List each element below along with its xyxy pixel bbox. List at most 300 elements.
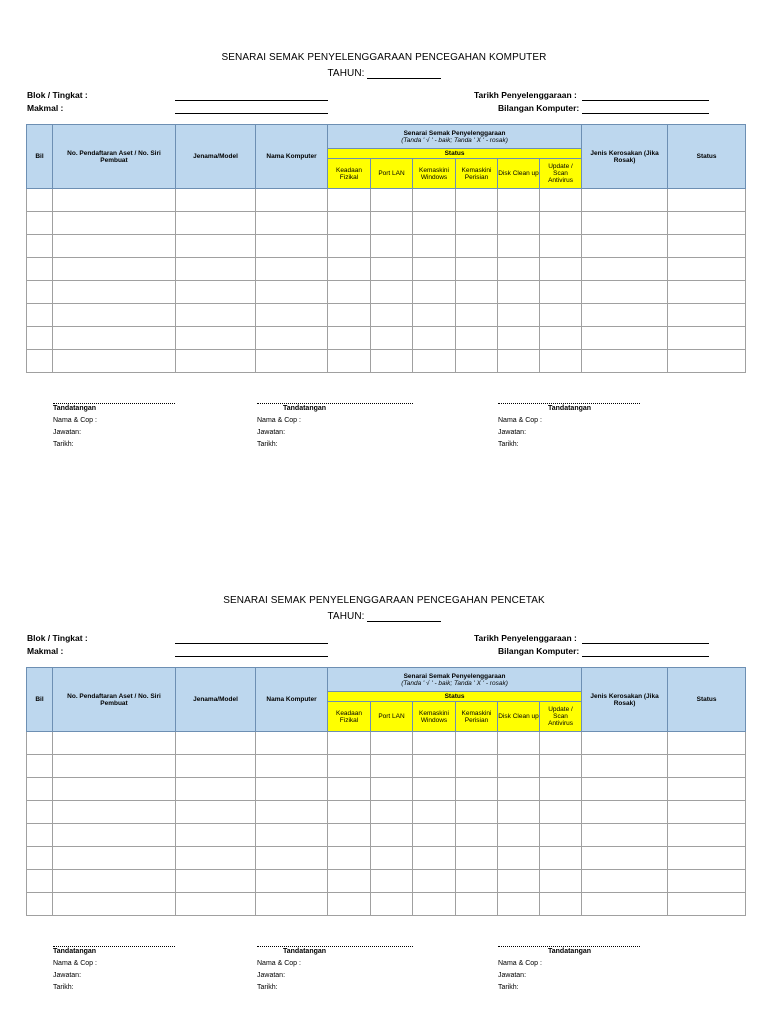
table-cell[interactable] <box>413 870 456 893</box>
table-cell[interactable] <box>668 281 746 304</box>
table-cell[interactable] <box>413 281 456 304</box>
table-cell[interactable] <box>540 755 582 778</box>
table-body <box>27 732 746 916</box>
table-cell[interactable] <box>176 824 256 847</box>
tahun-label: TAHUN: <box>327 68 365 79</box>
table-cell[interactable] <box>582 893 668 916</box>
table-cell[interactable] <box>582 350 668 373</box>
table-cell[interactable] <box>582 258 668 281</box>
table-cell[interactable] <box>53 235 176 258</box>
col-no-pendaftaran: No. Pendaftaran Aset / No. Siri Pembuat <box>53 668 176 732</box>
signature-line[interactable] <box>53 403 175 404</box>
table-cell[interactable] <box>456 258 498 281</box>
table-cell[interactable] <box>256 801 328 824</box>
table-cell[interactable] <box>371 189 413 212</box>
col-kemaskini-windows: Kemaskini Windows <box>413 702 456 732</box>
table-cell[interactable] <box>498 189 540 212</box>
table-cell[interactable] <box>456 824 498 847</box>
table-cell[interactable] <box>498 824 540 847</box>
bilangan-field[interactable] <box>582 113 709 114</box>
table-row <box>27 870 746 893</box>
table-cell[interactable] <box>540 778 582 801</box>
table-row <box>27 847 746 870</box>
table-cell[interactable] <box>27 304 53 327</box>
makmal-label: Makmal : <box>27 646 64 656</box>
table-cell[interactable] <box>668 778 746 801</box>
table-cell[interactable] <box>540 350 582 373</box>
table-cell[interactable] <box>540 870 582 893</box>
table-cell[interactable] <box>498 281 540 304</box>
col-bil: Bil <box>27 125 53 189</box>
bilangan-field[interactable] <box>582 656 709 657</box>
col-kemaskini-windows: Kemaskini Windows <box>413 159 456 189</box>
signature-line[interactable] <box>257 946 413 947</box>
table-cell[interactable] <box>27 847 53 870</box>
table-cell[interactable] <box>413 304 456 327</box>
table-cell[interactable] <box>582 235 668 258</box>
tandatangan-label: Tandatangan <box>53 948 97 955</box>
makmal-field[interactable] <box>175 113 328 114</box>
table-cell[interactable] <box>668 801 746 824</box>
table-row <box>27 801 746 824</box>
table-cell[interactable] <box>456 755 498 778</box>
table-cell[interactable] <box>371 732 413 755</box>
table-cell[interactable] <box>176 778 256 801</box>
col-senarai-semak <box>328 125 582 149</box>
tanda-note: (Tanda ' √ ' - baik; Tanda ' X ' - rosak) <box>401 136 508 144</box>
table-cell[interactable] <box>176 281 256 304</box>
table-cell[interactable] <box>668 235 746 258</box>
table-cell[interactable] <box>328 281 371 304</box>
table-cell[interactable] <box>582 212 668 235</box>
table-row <box>27 258 746 281</box>
table-cell[interactable] <box>176 870 256 893</box>
table-row <box>27 755 746 778</box>
table-body <box>27 189 746 373</box>
table-cell[interactable] <box>176 258 256 281</box>
table-cell[interactable] <box>498 350 540 373</box>
table-cell[interactable] <box>582 189 668 212</box>
table-cell[interactable] <box>256 327 328 350</box>
table-cell[interactable] <box>540 847 582 870</box>
tarikh-field[interactable] <box>582 100 709 101</box>
table-cell[interactable] <box>176 847 256 870</box>
table-cell[interactable] <box>256 778 328 801</box>
table-cell[interactable] <box>456 212 498 235</box>
table-cell[interactable] <box>456 235 498 258</box>
table-cell[interactable] <box>27 327 53 350</box>
table-cell[interactable] <box>53 755 176 778</box>
table-cell[interactable] <box>328 304 371 327</box>
table-cell[interactable] <box>328 189 371 212</box>
tarikh-sign-label: Tarikh: <box>257 441 278 448</box>
table-cell[interactable] <box>413 893 456 916</box>
col-update-antivirus: Update / Scan Antivirus <box>540 159 582 189</box>
table-cell[interactable] <box>256 258 328 281</box>
table-cell[interactable] <box>413 847 456 870</box>
table-cell[interactable] <box>27 258 53 281</box>
table-cell[interactable] <box>668 189 746 212</box>
table-cell[interactable] <box>582 824 668 847</box>
table-cell[interactable] <box>668 824 746 847</box>
table-cell[interactable] <box>53 304 176 327</box>
signature-line[interactable] <box>498 403 640 404</box>
table-cell[interactable] <box>176 893 256 916</box>
status-group-header: Status <box>328 149 582 159</box>
senarai-semak-label: Senarai Semak Penyelenggaraan <box>403 672 506 680</box>
jawatan-label: Jawatan: <box>257 972 286 979</box>
table-cell[interactable] <box>328 801 371 824</box>
table-cell[interactable] <box>540 235 582 258</box>
table-cell[interactable] <box>498 755 540 778</box>
tandatangan-label: Tandatangan <box>283 948 327 955</box>
table-cell[interactable] <box>53 258 176 281</box>
table-cell[interactable] <box>53 189 176 212</box>
col-port-lan: Port LAN <box>371 702 413 732</box>
table-cell[interactable] <box>413 755 456 778</box>
table-cell[interactable] <box>27 732 53 755</box>
table-cell[interactable] <box>328 212 371 235</box>
jawatan-label: Jawatan: <box>53 429 82 436</box>
table-cell[interactable] <box>498 847 540 870</box>
table-row <box>27 824 746 847</box>
table-cell[interactable] <box>540 281 582 304</box>
table-cell[interactable] <box>456 801 498 824</box>
col-jenama: Jenama/Model <box>176 125 256 189</box>
tahun-field[interactable] <box>367 69 441 79</box>
nama-cop-label: Nama & Cop : <box>53 417 97 424</box>
table-row <box>27 235 746 258</box>
table-cell[interactable] <box>371 778 413 801</box>
tarikh-sign-label: Tarikh: <box>498 441 519 448</box>
table-cell[interactable] <box>413 732 456 755</box>
table-cell[interactable] <box>371 847 413 870</box>
nama-cop-label: Nama & Cop : <box>498 960 542 967</box>
table-cell[interactable] <box>328 824 371 847</box>
checklist-table <box>26 124 746 373</box>
bilangan-label: Bilangan Komputer: <box>498 646 580 656</box>
table-cell[interactable] <box>413 235 456 258</box>
table-cell[interactable] <box>582 755 668 778</box>
jawatan-label: Jawatan: <box>498 972 527 979</box>
table-cell[interactable] <box>176 212 256 235</box>
table-cell[interactable] <box>53 870 176 893</box>
table-cell[interactable] <box>371 281 413 304</box>
col-jenis-kerosakan: Jenis Kerosakan (Jika Rosak) <box>582 125 668 189</box>
table-cell[interactable] <box>328 755 371 778</box>
table-row <box>27 212 746 235</box>
table-cell[interactable] <box>540 304 582 327</box>
tanda-note: (Tanda ' √ ' - baik; Tanda ' X ' - rosak) <box>401 679 508 687</box>
table-cell[interactable] <box>256 189 328 212</box>
table-cell[interactable] <box>53 824 176 847</box>
tahun-row <box>0 611 768 622</box>
table-cell[interactable] <box>456 847 498 870</box>
bilangan-label: Bilangan Komputer: <box>498 103 580 113</box>
nama-cop-label: Nama & Cop : <box>257 417 301 424</box>
table-cell[interactable] <box>371 755 413 778</box>
tandatangan-label: Tandatangan <box>53 405 97 412</box>
table-cell[interactable] <box>256 824 328 847</box>
col-nama-komputer: Nama Komputer <box>256 125 328 189</box>
checklist-table <box>26 667 746 916</box>
table-cell[interactable] <box>176 801 256 824</box>
form-title: SENARAI SEMAK PENYELENGGARAAN PENCEGAHAN KOMPUTER <box>221 52 547 63</box>
table-cell[interactable] <box>540 189 582 212</box>
signature-line[interactable] <box>53 946 175 947</box>
table-cell[interactable] <box>456 281 498 304</box>
status-group-header: Status <box>328 692 582 702</box>
table-row <box>27 189 746 212</box>
nama-cop-label: Nama & Cop : <box>498 417 542 424</box>
table-cell[interactable] <box>328 893 371 916</box>
senarai-semak-label: Senarai Semak Penyelenggaraan <box>403 129 506 137</box>
table-cell[interactable] <box>256 350 328 373</box>
table-cell[interactable] <box>328 235 371 258</box>
table-cell[interactable] <box>413 824 456 847</box>
col-jenama: Jenama/Model <box>176 668 256 732</box>
table-cell[interactable] <box>498 893 540 916</box>
table-cell[interactable] <box>498 304 540 327</box>
table-cell[interactable] <box>668 350 746 373</box>
table-cell[interactable] <box>668 327 746 350</box>
table-cell[interactable] <box>498 327 540 350</box>
table-cell[interactable] <box>328 350 371 373</box>
col-keadaan-fizikal: Keadaan Fizikal <box>328 702 371 732</box>
table-cell[interactable] <box>413 258 456 281</box>
table-cell[interactable] <box>27 281 53 304</box>
table-cell[interactable] <box>53 212 176 235</box>
table-cell[interactable] <box>27 893 53 916</box>
col-no-pendaftaran: No. Pendaftaran Aset / No. Siri Pembuat <box>53 125 176 189</box>
table-cell[interactable] <box>456 732 498 755</box>
checklist-form-printer <box>0 543 768 1003</box>
table-cell[interactable] <box>176 732 256 755</box>
table-cell[interactable] <box>176 350 256 373</box>
table-cell[interactable] <box>328 870 371 893</box>
tarikh-sign-label: Tarikh: <box>257 984 278 991</box>
table-cell[interactable] <box>582 870 668 893</box>
table-cell[interactable] <box>53 778 176 801</box>
table-cell[interactable] <box>256 732 328 755</box>
table-cell[interactable] <box>256 755 328 778</box>
table-cell[interactable] <box>53 281 176 304</box>
signature-line[interactable] <box>498 946 640 947</box>
table-cell[interactable] <box>668 212 746 235</box>
table-cell[interactable] <box>456 304 498 327</box>
blok-field[interactable] <box>175 643 328 644</box>
table-cell[interactable] <box>371 235 413 258</box>
table-cell[interactable] <box>413 801 456 824</box>
table-cell[interactable] <box>53 327 176 350</box>
table-cell[interactable] <box>582 801 668 824</box>
table-cell[interactable] <box>668 893 746 916</box>
form-title: SENARAI SEMAK PENYELENGGARAAN PENCEGAHAN PENCETAK <box>223 595 545 606</box>
table-cell[interactable] <box>27 350 53 373</box>
tandatangan-label: Tandatangan <box>548 405 592 412</box>
tarikh-sign-label: Tarikh: <box>498 984 519 991</box>
table-cell[interactable] <box>413 778 456 801</box>
table-cell[interactable] <box>371 258 413 281</box>
col-keadaan-fizikal: Keadaan Fizikal <box>328 159 371 189</box>
table-cell[interactable] <box>328 327 371 350</box>
table-cell[interactable] <box>53 847 176 870</box>
table-cell[interactable] <box>413 350 456 373</box>
table-cell[interactable] <box>413 327 456 350</box>
table-cell[interactable] <box>27 801 53 824</box>
col-kemaskini-perisian: Kemaskini Perisian <box>456 702 498 732</box>
table-cell[interactable] <box>456 350 498 373</box>
col-disk-clean-up: Disk Clean up <box>498 159 540 189</box>
table-row <box>27 327 746 350</box>
table-cell[interactable] <box>456 327 498 350</box>
makmal-field[interactable] <box>175 656 328 657</box>
blok-label: Blok / Tingkat : <box>27 90 88 100</box>
table-cell[interactable] <box>668 847 746 870</box>
table-row <box>27 350 746 373</box>
table-cell[interactable] <box>53 801 176 824</box>
col-port-lan: Port LAN <box>371 159 413 189</box>
table-cell[interactable] <box>540 893 582 916</box>
table-row <box>27 281 746 304</box>
table-cell[interactable] <box>668 258 746 281</box>
table-cell[interactable] <box>498 732 540 755</box>
table-cell[interactable] <box>498 801 540 824</box>
table-cell[interactable] <box>582 732 668 755</box>
table-cell[interactable] <box>371 212 413 235</box>
tandatangan-label: Tandatangan <box>548 948 592 955</box>
table-cell[interactable] <box>328 778 371 801</box>
tarikh-sign-label: Tarikh: <box>53 441 74 448</box>
nama-cop-label: Nama & Cop : <box>53 960 97 967</box>
table-cell[interactable] <box>582 327 668 350</box>
table-cell[interactable] <box>668 732 746 755</box>
table-cell[interactable] <box>668 304 746 327</box>
table-cell[interactable] <box>27 870 53 893</box>
col-senarai-semak <box>328 668 582 692</box>
table-cell[interactable] <box>540 824 582 847</box>
table-cell[interactable] <box>27 824 53 847</box>
table-cell[interactable] <box>498 778 540 801</box>
table-cell[interactable] <box>256 212 328 235</box>
table-cell[interactable] <box>540 801 582 824</box>
table-cell[interactable] <box>256 304 328 327</box>
table-cell[interactable] <box>413 189 456 212</box>
checklist-form-computer <box>0 0 768 460</box>
tarikh-label: Tarikh Penyelenggaraan : <box>474 633 577 643</box>
table-cell[interactable] <box>371 801 413 824</box>
col-jenis-kerosakan: Jenis Kerosakan (Jika Rosak) <box>582 668 668 732</box>
table-cell[interactable] <box>328 258 371 281</box>
table-row <box>27 304 746 327</box>
table-cell[interactable] <box>371 327 413 350</box>
table-row <box>27 778 746 801</box>
jawatan-label: Jawatan: <box>257 429 286 436</box>
col-update-antivirus: Update / Scan Antivirus <box>540 702 582 732</box>
table-cell[interactable] <box>498 870 540 893</box>
table-cell[interactable] <box>176 189 256 212</box>
jawatan-label: Jawatan: <box>498 429 527 436</box>
table-cell[interactable] <box>371 350 413 373</box>
table-cell[interactable] <box>582 304 668 327</box>
tarikh-field[interactable] <box>582 643 709 644</box>
col-nama-komputer: Nama Komputer <box>256 668 328 732</box>
table-cell[interactable] <box>27 778 53 801</box>
tahun-field[interactable] <box>367 612 441 622</box>
tahun-row <box>0 68 768 79</box>
table-cell[interactable] <box>256 893 328 916</box>
tandatangan-label: Tandatangan <box>283 405 327 412</box>
tahun-label: TAHUN: <box>327 611 365 622</box>
table-cell[interactable] <box>540 258 582 281</box>
table-cell[interactable] <box>328 847 371 870</box>
table-row <box>27 893 746 916</box>
table-cell[interactable] <box>176 304 256 327</box>
table-cell[interactable] <box>371 304 413 327</box>
table-cell[interactable] <box>27 235 53 258</box>
table-cell[interactable] <box>176 327 256 350</box>
blok-label: Blok / Tingkat : <box>27 633 88 643</box>
table-cell[interactable] <box>582 778 668 801</box>
table-cell[interactable] <box>27 755 53 778</box>
tarikh-sign-label: Tarikh: <box>53 984 74 991</box>
col-kemaskini-perisian: Kemaskini Perisian <box>456 159 498 189</box>
table-cell[interactable] <box>540 732 582 755</box>
col-disk-clean-up: Disk Clean up <box>498 702 540 732</box>
table-cell[interactable] <box>371 870 413 893</box>
table-cell[interactable] <box>582 281 668 304</box>
table-cell[interactable] <box>256 281 328 304</box>
table-cell[interactable] <box>498 258 540 281</box>
table-cell[interactable] <box>328 732 371 755</box>
col-status: Status <box>668 125 746 189</box>
col-bil: Bil <box>27 668 53 732</box>
table-cell[interactable] <box>582 847 668 870</box>
table-cell[interactable] <box>53 350 176 373</box>
table-cell[interactable] <box>371 824 413 847</box>
col-status: Status <box>668 668 746 732</box>
table-cell[interactable] <box>456 189 498 212</box>
nama-cop-label: Nama & Cop : <box>257 960 301 967</box>
table-cell[interactable] <box>498 212 540 235</box>
table-cell[interactable] <box>27 212 53 235</box>
table-cell[interactable] <box>540 212 582 235</box>
jawatan-label: Jawatan: <box>53 972 82 979</box>
table-cell[interactable] <box>456 778 498 801</box>
blok-field[interactable] <box>175 100 328 101</box>
table-cell[interactable] <box>256 235 328 258</box>
table-cell[interactable] <box>256 870 328 893</box>
makmal-label: Makmal : <box>27 103 64 113</box>
table-row <box>27 732 746 755</box>
table-cell[interactable] <box>668 755 746 778</box>
table-cell[interactable] <box>668 870 746 893</box>
table-cell[interactable] <box>176 235 256 258</box>
tarikh-label: Tarikh Penyelenggaraan : <box>474 90 577 100</box>
table-cell[interactable] <box>256 847 328 870</box>
table-cell[interactable] <box>413 212 456 235</box>
table-cell[interactable] <box>456 870 498 893</box>
table-cell[interactable] <box>53 732 176 755</box>
table-cell[interactable] <box>371 893 413 916</box>
table-cell[interactable] <box>53 893 176 916</box>
table-cell[interactable] <box>540 327 582 350</box>
table-cell[interactable] <box>176 755 256 778</box>
table-cell[interactable] <box>498 235 540 258</box>
signature-line[interactable] <box>257 403 413 404</box>
table-cell[interactable] <box>456 893 498 916</box>
table-cell[interactable] <box>27 189 53 212</box>
